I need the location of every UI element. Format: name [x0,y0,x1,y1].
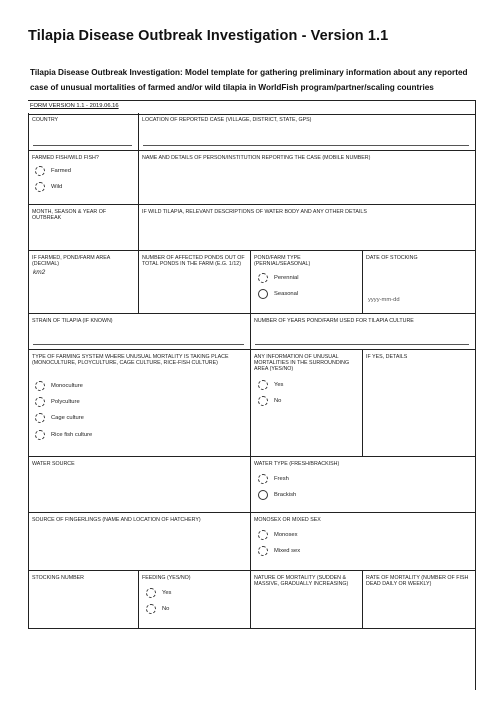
fingerlings-label: SOURCE OF FINGERLINGS (NAME AND LOCATION OF HATCHERY) [32,517,201,523]
feeding-no-radio[interactable] [146,604,156,614]
unusual-yes-label: Yes [274,382,284,388]
seasonal-option-label: Seasonal [274,291,299,297]
feeding-cell [139,571,251,629]
date-format-hint: yyyy-mm-dd [368,297,400,303]
strain-label: STRAIN OF TILAPIA (IF KNOWN) [32,318,113,324]
month-season-label: MONTH, SEASON & YEAR OF OUTBREAK [32,209,107,222]
feeding-no-label: No [162,606,170,612]
location-fill-line[interactable] [143,145,469,146]
stocking-number-label: STOCKING NUMBER [32,575,84,581]
pond-area-cell[interactable] [28,251,139,314]
mixed-sex-option[interactable] [258,546,300,556]
pond-area-label: IF FARMED, POND/FARM AREA (DECIMAL) [32,255,110,268]
farmed-wild-cell [28,151,139,205]
strain-cell[interactable] [28,314,251,350]
monoculture-option[interactable] [35,381,83,391]
farmed-radio[interactable] [35,166,45,176]
feeding-yes-radio[interactable] [146,588,156,598]
form-version: FORM VERSION 1.1 - 2019.06.16 [30,103,119,109]
mixed-sex-option-label: Mixed sex [274,548,301,554]
brackish-radio[interactable] [258,490,268,500]
polyculture-radio[interactable] [35,397,45,407]
location-cell[interactable] [139,113,476,151]
reporter-label: NAME AND DETAILS OF PERSON/INSTITUTION REPORTING THE CASE (MOBILE NUMBER) [142,155,371,161]
pond-area-unit: km2 [33,269,46,276]
monosex-cell [251,513,476,571]
brackish-option-label: Brackish [274,492,297,498]
wild-option[interactable] [35,182,62,192]
if-yes-label: IF YES, DETAILS [366,354,408,360]
rate-mortality-label: RATE OF MORTALITY (NUMBER OF FISH DEAD DAILY OR WEEKLY) [366,575,469,588]
perennial-option[interactable] [258,273,299,283]
water-source-label: WATER SOURCE [32,461,75,467]
monosex-option-label: Monosex [274,532,298,538]
country-label: COUNTRY [32,117,59,123]
unusual-no-label: No [274,398,282,404]
stocking-number-cell[interactable] [28,571,139,629]
perennial-radio[interactable] [258,273,268,283]
monosex-option[interactable] [258,530,298,540]
farming-system-label: TYPE OF FARMING SYSTEM WHERE UNUSUAL MORTALITY IS TAKING PLACE (MONOCULTURE, PLOYCULTURE, CAGE CULTURE, RICE-FISH CULTURE) [32,354,229,367]
unusual-no-radio[interactable] [258,396,268,406]
fingerlings-cell[interactable] [28,513,251,571]
feeding-label: FEEDING (YES/NO) [142,575,191,581]
affected-ponds-cell[interactable] [139,251,251,314]
country-fill-line[interactable] [33,145,132,146]
rice-fish-option-label: Rice fish culture [51,432,93,438]
perennial-option-label: Perennial [274,275,299,281]
nature-mortality-cell[interactable] [251,571,363,629]
brackish-option[interactable] [258,490,296,500]
fresh-option[interactable] [258,474,289,484]
polyculture-option[interactable] [35,397,80,407]
farming-system-cell [28,350,251,457]
polyculture-option-label: Polyculture [51,399,80,405]
water-source-cell[interactable] [28,457,251,513]
mixed-sex-radio[interactable] [258,546,268,556]
years-pond-fill-line[interactable] [255,344,469,345]
water-type-cell [251,457,476,513]
unusual-no-option[interactable] [258,396,281,406]
unusual-mortality-label: ANY INFORMATION OF UNUSUAL MORTALITIES IN THE SURROUNDING AREA (YES/NO) [254,354,350,373]
cage-culture-radio[interactable] [35,413,45,423]
years-pond-label: NUMBER OF YEARS POND/FARM USED FOR TILAPIA CULTURE [254,318,414,324]
unusual-mortality-cell [251,350,363,457]
water-type-label: WATER TYPE (FRESH/BRACKISH) [254,461,340,467]
seasonal-option[interactable] [258,289,298,299]
form-title: Tilapia Disease Outbreak Investigation - Version 1.1 [28,28,389,44]
rate-mortality-cell[interactable] [363,571,476,629]
nature-mortality-label: NATURE OF MORTALITY (SUDDEN & MASSIVE, GRADUALLY INCREASING) [254,575,349,588]
date-stocking-label: DATE OF STOCKING [366,255,418,261]
pond-type-cell [251,251,363,314]
years-pond-cell[interactable] [251,314,476,350]
fresh-radio[interactable] [258,474,268,484]
location-label: LOCATION OF REPORTED CASE (VILLAGE, DISTRICT, STATE, GPS) [142,117,312,123]
monoculture-radio[interactable] [35,381,45,391]
wild-option-label: Wild [51,184,63,190]
wild-desc-label: IF WILD TILAPIA, RELEVANT DESCRIPTIONS OF WATER BODY AND ANY OTHER DETAILS [142,209,367,215]
rice-fish-option[interactable] [35,430,92,440]
unusual-yes-option[interactable] [258,380,283,390]
farmed-option[interactable] [35,166,71,176]
wild-radio[interactable] [35,182,45,192]
monoculture-option-label: Monoculture [51,383,83,389]
month-season-cell[interactable] [28,205,139,251]
farmed-option-label: Farmed [51,168,71,174]
farmed-wild-label: FARMED FISH/WILD FISH? [32,155,99,161]
feeding-no-option[interactable] [146,604,169,614]
fresh-option-label: Fresh [274,476,289,482]
strain-fill-line[interactable] [33,344,244,345]
monosex-label: MONOSEX OR MIXED SEX [254,517,321,523]
date-stocking-cell[interactable] [363,251,476,314]
cage-culture-option-label: Cage culture [51,415,84,421]
rice-fish-radio[interactable] [35,430,45,440]
pond-type-label: POND/FARM TYPE (PERNIAL/SEASONAL) [254,255,311,268]
wild-desc-cell[interactable] [139,205,476,251]
feeding-yes-option[interactable] [146,588,171,598]
form-intro: Tilapia Disease Outbreak Investigation: Model template for gathering preliminary information about any reported case of unusual mortalities of farmed and/or wild tilapia in WorldFish program/partner/scaling countries [30,68,468,92]
country-cell[interactable] [28,113,139,151]
unusual-yes-radio[interactable] [258,380,268,390]
monosex-radio[interactable] [258,530,268,540]
if-yes-cell[interactable] [363,350,476,457]
cage-culture-option[interactable] [35,413,84,423]
reporter-cell[interactable] [139,151,476,205]
affected-ponds-label: NUMBER OF AFFECTED PONDS OUT OF TOTAL PONDS IN THE FARM (E.G. 1/12) [142,255,245,268]
feeding-yes-label: Yes [162,590,172,596]
seasonal-radio[interactable] [258,289,268,299]
